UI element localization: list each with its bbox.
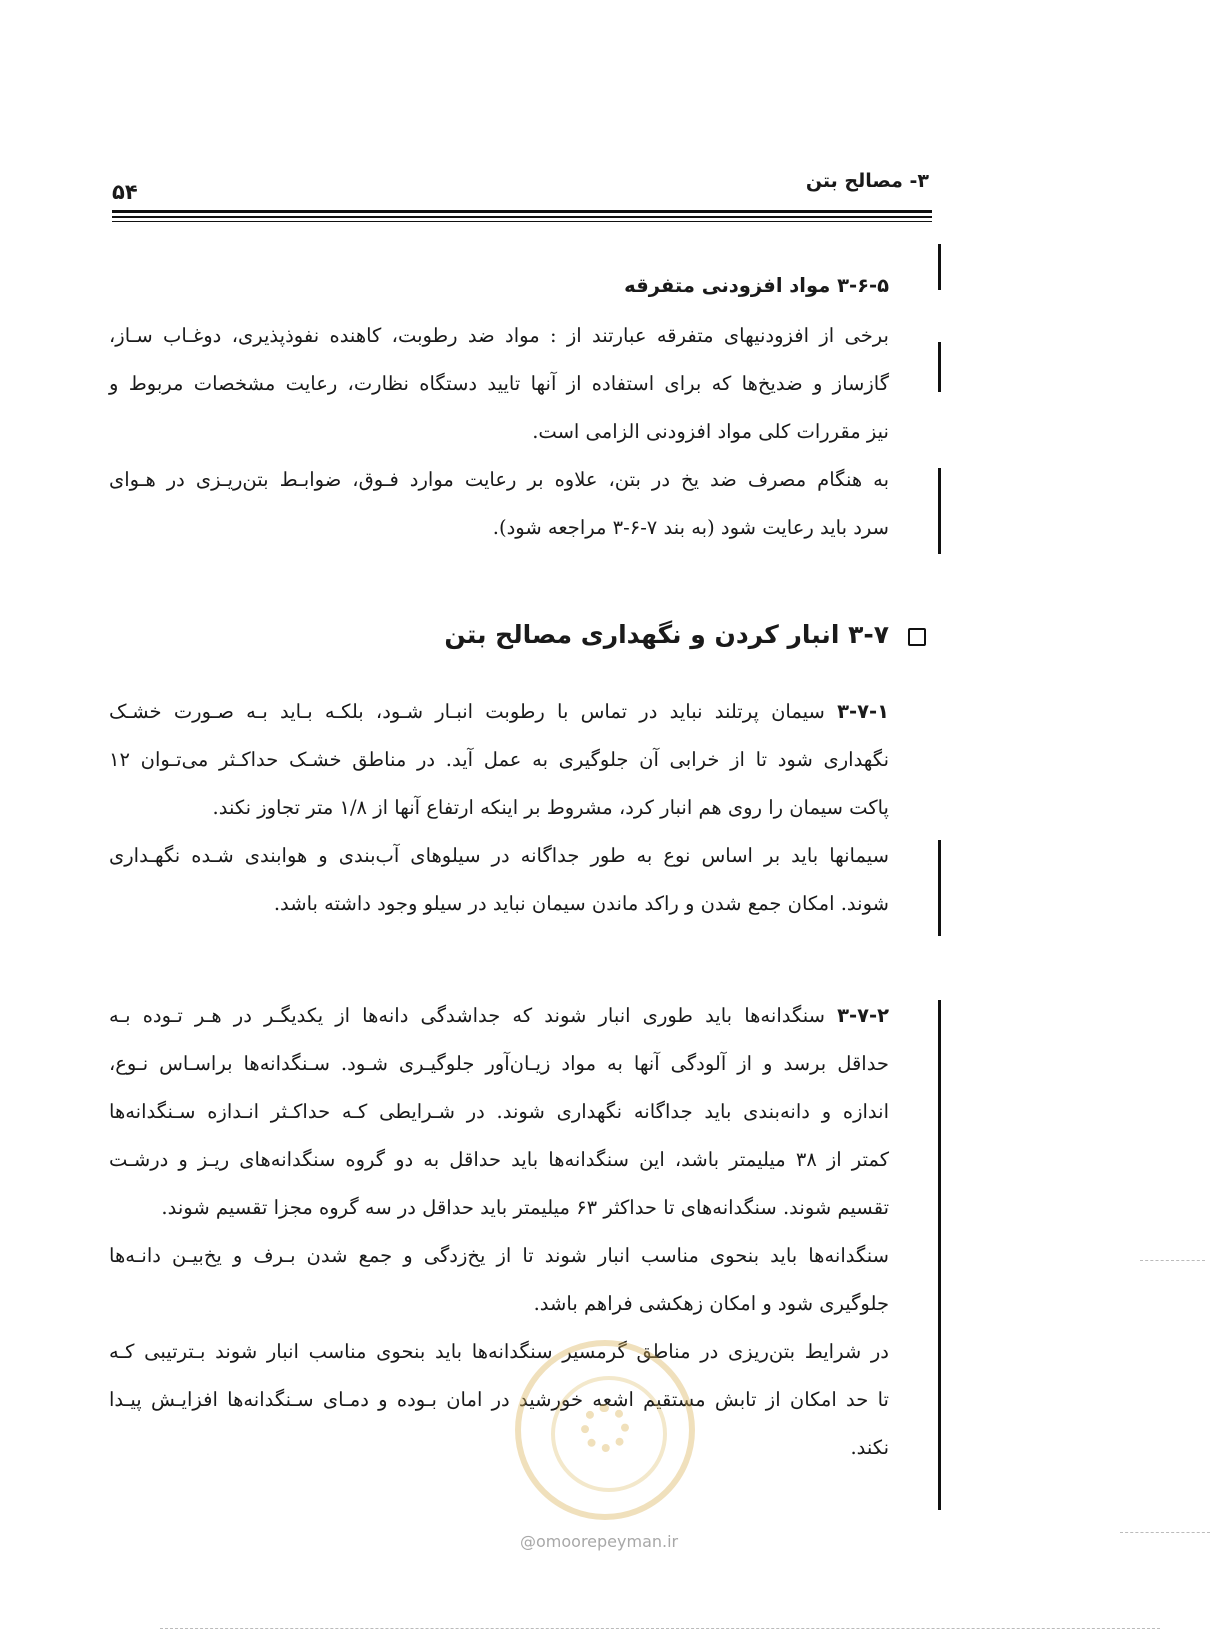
gear-icon xyxy=(581,1404,629,1452)
section-heading: ۳-۶-۵ مواد افزودنی متفرقه xyxy=(624,274,889,297)
scan-artifact xyxy=(160,1628,1160,1630)
paragraph-line: پاکت سیمان را روی هم انبار کرد، مشروط بر اینکه ارتفاع آنها از ۱/۸ متر تجاوز نکند. xyxy=(212,796,889,819)
paragraph-number: ۳-۷-۱ xyxy=(837,700,889,723)
paragraph-text: سنگدانه‌ها باید طوری انبار شوند که جداشدگی دانه‌ها از یکدیگـر در هـر تـوده بـه xyxy=(109,1004,825,1027)
paragraph-line: گازساز و ضدیخ‌ها که برای استفاده از آنها تایید دستگاه نظارت، رعایت مشخصات مربوط و xyxy=(109,372,889,395)
scan-artifact xyxy=(1140,1260,1205,1262)
paragraph-line: سنگدانه‌ها باید بنحوی مناسب انبار شوند تا از یخ‌زدگی و جمع شدن بـرف و یخ‌بیـن دانـه‌ها xyxy=(109,1244,889,1267)
paragraph-line: کمتر از ۳۸ میلیمتر باشد، این سنگدانه‌ها باید حداقل به دو گروه سنگدانه‌های ریـز و درشـت xyxy=(109,1148,889,1171)
change-bar xyxy=(938,244,941,290)
change-bar xyxy=(938,1000,941,1510)
watermark-seal-icon xyxy=(515,1340,695,1520)
paragraph-line: سرد باید رعایت شود (به بند ۷-۶-۳ مراجعه شود). xyxy=(492,516,889,539)
running-header-title: ۳- مصالح بتن xyxy=(805,170,929,192)
section-title: ۳-۷ انبار کردن و نگهداری مصالح بتن xyxy=(444,620,889,649)
watermark-text: @omoorepeyman.ir xyxy=(520,1532,679,1551)
change-bar xyxy=(938,342,941,392)
paragraph-line: تقسیم شوند. سنگدانه‌های تا حداکثر ۶۳ میلیمتر باید حداقل در سه گروه مجزا تقسیم شوند. xyxy=(161,1196,889,1219)
paragraph-line: جلوگیری شود و امکان زهکشی فراهم باشد. xyxy=(533,1292,889,1315)
scan-artifact xyxy=(1120,1532,1210,1534)
paragraph-line: نیز مقررات کلی مواد افزودنی الزامی است. xyxy=(532,420,889,443)
change-bar xyxy=(938,840,941,936)
paragraph-line: شوند. امکان جمع شدن و راکد ماندن سیمان نباید در سیلو وجود داشته باشد. xyxy=(273,892,889,915)
paragraph-line: اندازه و دانه‌بندی باید جداگانه نگهداری شوند. در شـرایطی کـه حداکـثر انـدازه سـنگدانه‌ها xyxy=(109,1100,889,1123)
paragraph-number: ۳-۷-۲ xyxy=(837,1004,889,1027)
paragraph-line: نگهداری شود تا از خرابی آن جلوگیری به عمل آید. در مناطق خشـک حداکـثر می‌تـوان ۱۲ xyxy=(109,748,889,771)
paragraph-line: سیمانها باید بر اساس نوع به طور جداگانه در سیلوهای آب‌بندی و هوابندی شـده نگهـداری xyxy=(109,844,889,867)
change-bar xyxy=(938,468,941,554)
header-rule xyxy=(112,221,932,222)
paragraph-line xyxy=(109,688,889,736)
paragraph-3-7-2 xyxy=(109,992,889,1472)
section-3-6-5 xyxy=(109,262,889,552)
paragraph-line: برخی از افزودنیهای متفرقه عبارتند از : مواد ضد رطوبت، کاهنده نفوذپذیری، دوغـاب سـاز، xyxy=(109,324,889,347)
header-rule xyxy=(112,210,932,213)
paragraph-line: به هنگام مصرف ضد یخ در بتن، علاوه بر رعایت موارد فـوق، ضوابـط بتن‌ریـزی در هـوای xyxy=(109,468,889,491)
paragraph-line: نکند. xyxy=(850,1436,889,1459)
section-checkbox-icon xyxy=(908,628,926,646)
header-rule xyxy=(112,216,932,218)
paragraph-text: سیمان پرتلند نباید در تماس با رطوبت انبـار شـود، بلکـه بـاید بـه صـورت خشـک xyxy=(109,700,825,723)
paragraph-line xyxy=(109,992,889,1040)
paragraph-line: حداقل برسد و از آلودگی آنها به مواد زیـان‌آور جلوگیـری شـود. سـنگدانه‌ها براسـاس نـوع، xyxy=(109,1052,889,1075)
page-number: ۵۴ xyxy=(112,180,138,204)
paragraph-3-7-1 xyxy=(109,688,889,928)
paragraph-line: در شرایط بتن‌ریزی در مناطق گرمسیر سنگدانه‌ها باید بنحوی مناسب انبار شوند بـترتیبی کـه xyxy=(109,1340,889,1363)
paragraph-line: تا حد امکان از تابش مستقیم اشعه خورشید در امان بـوده و دمـای سـنگدانه‌ها افزایـش پیـدا xyxy=(109,1388,889,1411)
